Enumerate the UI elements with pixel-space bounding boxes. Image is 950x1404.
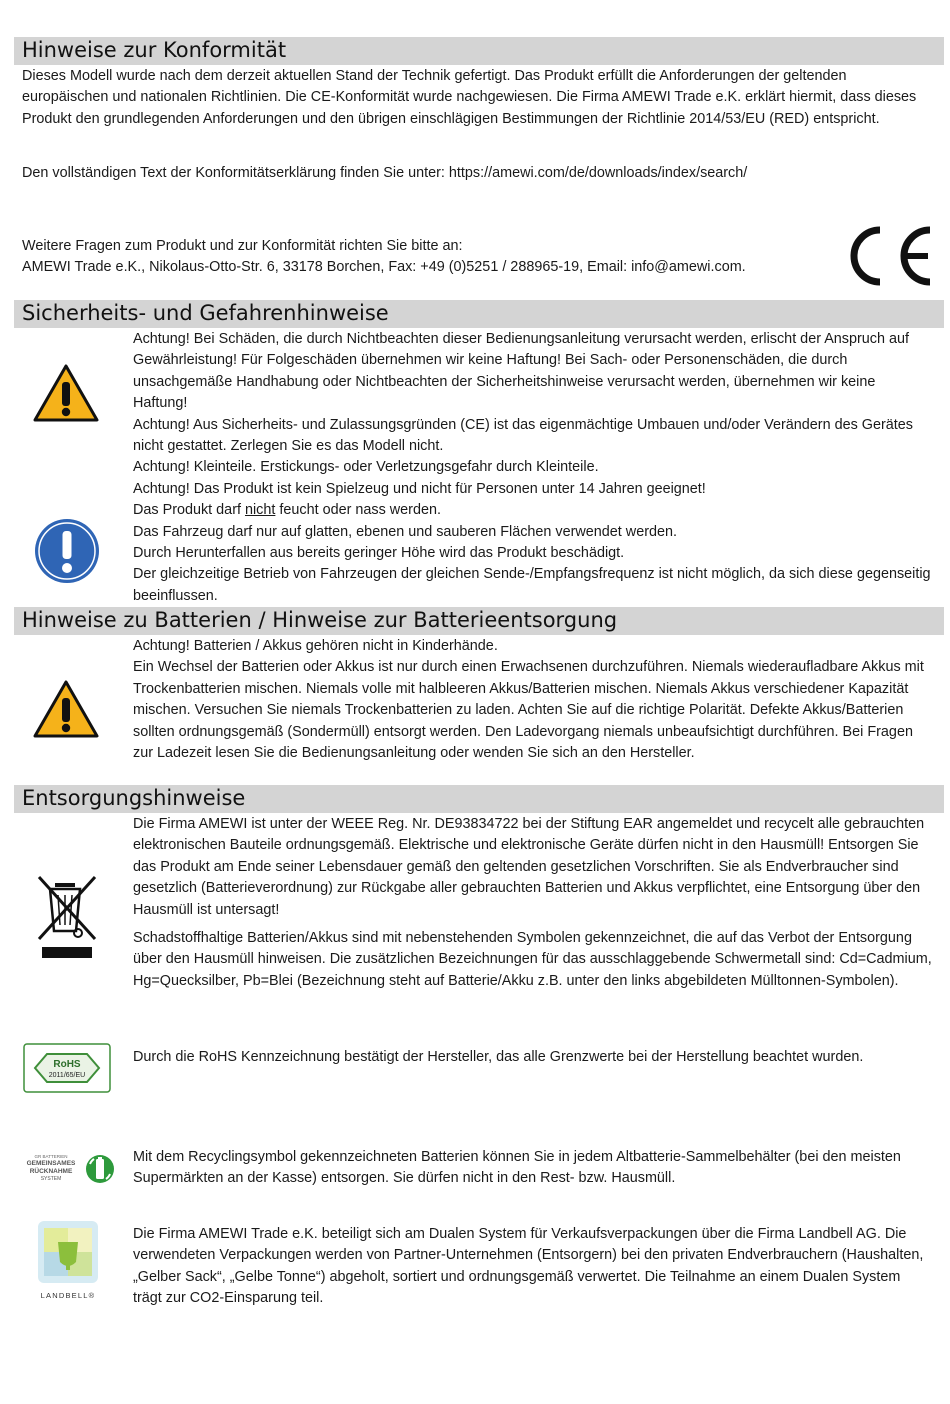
- section-title: Hinweise zur Konformität: [22, 38, 287, 62]
- landbell-text: [133, 1224, 933, 1310]
- section-title: Entsorgungshinweise: [22, 786, 246, 810]
- recycling-text: [133, 1147, 933, 1190]
- safety-text: [133, 329, 933, 607]
- rohs-text: [133, 1047, 933, 1068]
- svg-text:SYSTEM: SYSTEM: [40, 1176, 62, 1182]
- rohs-logo-title: RoHS: [53, 1059, 81, 1070]
- section-header-batterien: [14, 607, 944, 635]
- battery-item: Achtung! Batterien / Akkus gehören nicht in Kinderhände.: [133, 638, 498, 654]
- rohs-logo-directive: 2011/65/EU: [48, 1072, 86, 1079]
- declaration-link-text: [22, 163, 922, 184]
- safety-item: Achtung! Aus Sicherheits- und Zulassungsgründen (CE) ist das eigenmächtige Umbauen und/oder Verändern des Gerätes nicht gestattet. Zerlegen Sie es das Modell nicht.: [133, 416, 913, 455]
- section-header-konformitaet: [14, 37, 944, 65]
- crossed-bin-icon: [36, 873, 98, 959]
- landbell-paragraph: Die Firma AMEWI Trade e.K. beteiligt sich am Dualen System für Verkaufsverpackungen über die Firma Landbell AG. Die verwendeten Verpackungen werden von Partner-Unternehmen (Entsorgern) bei den privaten Endverbrauchern (Haushalten, „Gelber Sack“, „Gelbe Tonne“) abgeholt, sortiert und ordnungsgemäß verwertet. Die Teilnahme an einem Dualen System trägt zur CO2-Einsparung teil.: [133, 1226, 924, 1307]
- safety-item: Der gleichzeitige Betrieb von Fahrzeugen der gleichen Sende-/Empfangsfrequenz ist nicht möglich, da sich diese gegenseitig beeinflussen.: [133, 566, 931, 604]
- section-header-sicherheit: [14, 300, 944, 328]
- svg-text:GEMEINSAMES: GEMEINSAMES: [26, 1160, 76, 1167]
- declaration-paragraph: Den vollständigen Text der Konformitätserklärung finden Sie unter: https://amewi.com/de/downloads/index/search/: [22, 165, 748, 181]
- conformity-text: [22, 66, 922, 130]
- contact-block: [22, 236, 842, 279]
- conformity-paragraph: Dieses Modell wurde nach dem derzeit aktuellen Stand der Technik gefertigt. Das Produkt erfüllt die Anforderungen der geltenden europäischen und nationalen Richtlinien. Die CE-Konformität wurde nachgewiesen. Die Firma AMEWI Trade e.K. erklärt hiermit, dass dieses Produkt den grundlegenden Anforderungen und den übrigen einschlägigen Bestimmungen der Richtlinie 2014/53/EU (RED) entspricht.: [22, 68, 917, 127]
- battery-item: Ein Wechsel der Batterien oder Akkus ist nur durch einen Erwachsenen durchzuführen. Niemals wiederaufladbare Akkus mit Trockenbatterien mischen. Niemals volle mit halbleeren Akkus/Batterien mischen. Niemals Akkus verschiedener Kapazität mischen. Versuchen Sie niemals Trockenbatterien zu laden. Achten Sie auf die richtige Polarität. Defekte Akkus/Batterien sollten ordnungsgemäß (Sondermüll) entsorgt werden. Den Ladevorgang niemals unbeaufsichtigt durchführen. Bei Fragen zur Ladezeit lesen Sie die Bedienungsanleitung oder wenden Sie sich an den Hersteller.: [133, 659, 924, 762]
- battery-text: [133, 636, 933, 764]
- grs-recycling-logo-icon: [20, 1150, 116, 1188]
- warning-triangle-icon: [32, 678, 100, 740]
- warning-triangle-icon: [32, 362, 100, 424]
- contact-intro: Weitere Fragen zum Produkt und zur Konformität richten Sie bitte an:: [22, 238, 463, 254]
- safety-item: Achtung! Kleinteile. Erstickungs- oder Verletzungsgefahr durch Kleinteile.: [133, 459, 599, 476]
- section-title: Sicherheits- und Gefahrenhinweise: [22, 301, 389, 325]
- safety-item: Das Produkt darf nicht feucht oder nass werden.: [133, 502, 441, 519]
- section-header-entsorgung: [14, 785, 944, 813]
- safety-item: Durch Herunterfallen aus bereits geringer Höhe wird das Produkt beschädigt.: [133, 545, 625, 562]
- svg-text:RÜCKNAHME: RÜCKNAHME: [29, 1168, 73, 1175]
- safety-item: Achtung! Bei Schäden, die durch Nichtbeachten dieser Bedienungsanleitung verursacht werden, erlischt der Anspruch auf Gewährleistung! Für Folgeschäden übernehmen wir keine Haftung! Bei Sach- oder Personenschäden, die durch unsachgemäße Handhabung oder Nichtbeachten der Sicherheitshinweise verursacht werden, übernehmen wir keine Haftung!: [133, 331, 909, 412]
- section-title: Hinweise zu Batterien / Hinweise zur Batterieentsorgung: [22, 608, 618, 632]
- recycling-paragraph: Mit dem Recyclingsymbol gekennzeichneten Batterien können Sie in jedem Altbatterie-Sammelbehälter (bei den meisten Supermärkten an der Kasse) entsorgen. Sie dürfen nicht in den Rest- bzw. Hausmüll.: [133, 1149, 901, 1187]
- disposal-paragraph: Die Firma AMEWI ist unter der WEEE Reg. Nr. DE93834722 bei der Stiftung EAR angemeldet und recycelt alle gebrauchten elektronischen Bauteile ordnungsgemäß. Elektrische und elektronische Geräte dürfen nicht in den Hausmüll! Entsorgen Sie das Produkt am Ende seiner Lebensdauer gemäß den geltenden gesetzlichen Vorschriften. Sie als Endverbraucher sind gesetzlich (Batterieverordnung) zur Rückgabe aller gebrauchten Batterien und Akkus verpflichtet, eine Entsorgung über den Hausmüll ist untersagt!: [133, 816, 925, 918]
- landbell-logo-icon: [28, 1220, 108, 1302]
- rohs-paragraph: Durch die RoHS Kennzeichnung bestätigt der Hersteller, das alle Grenzwerte bei der Herstellung beachtet wurden.: [133, 1049, 864, 1065]
- contact-address: AMEWI Trade e.K., Nikolaus-Otto-Str. 6, 33178 Borchen, Fax: +49 (0)5251 / 288965-19, Email: info@amewi.com.: [22, 259, 746, 276]
- ce-mark-icon: [844, 224, 936, 288]
- rohs-logo-icon: [23, 1043, 111, 1093]
- safety-item: Achtung! Das Produkt ist kein Spielzeug und nicht für Personen unter 14 Jahren geeignet!: [133, 480, 706, 497]
- svg-text:GR BATTERIEN: GR BATTERIEN: [34, 1154, 68, 1159]
- landbell-wordmark: LANDBELL®: [40, 1291, 96, 1300]
- hazard-battery-paragraph: Schadstoffhaltige Batterien/Akkus sind mit nebenstehenden Symbolen gekennzeichnet, die auf das Verbot der Entsorgung über den Hausmüll hinweisen. Die zusätzlichen Bezeichnungen für das ausschlaggebende Schwermetall sind: Cd=Cadmium, Hg=Quecksilber, Pb=Blei (Bezeichnung steht auf Batterie/Akku z.B. unter den links abgebildeten Mülltonnen-Symbolen).: [133, 930, 932, 989]
- disposal-text: [133, 814, 933, 921]
- safety-item: Das Fahrzeug darf nur auf glatten, ebenen und sauberen Flächen verwendet werden.: [133, 523, 677, 540]
- mandatory-action-icon: [34, 518, 100, 584]
- hazard-battery-text: [133, 928, 933, 992]
